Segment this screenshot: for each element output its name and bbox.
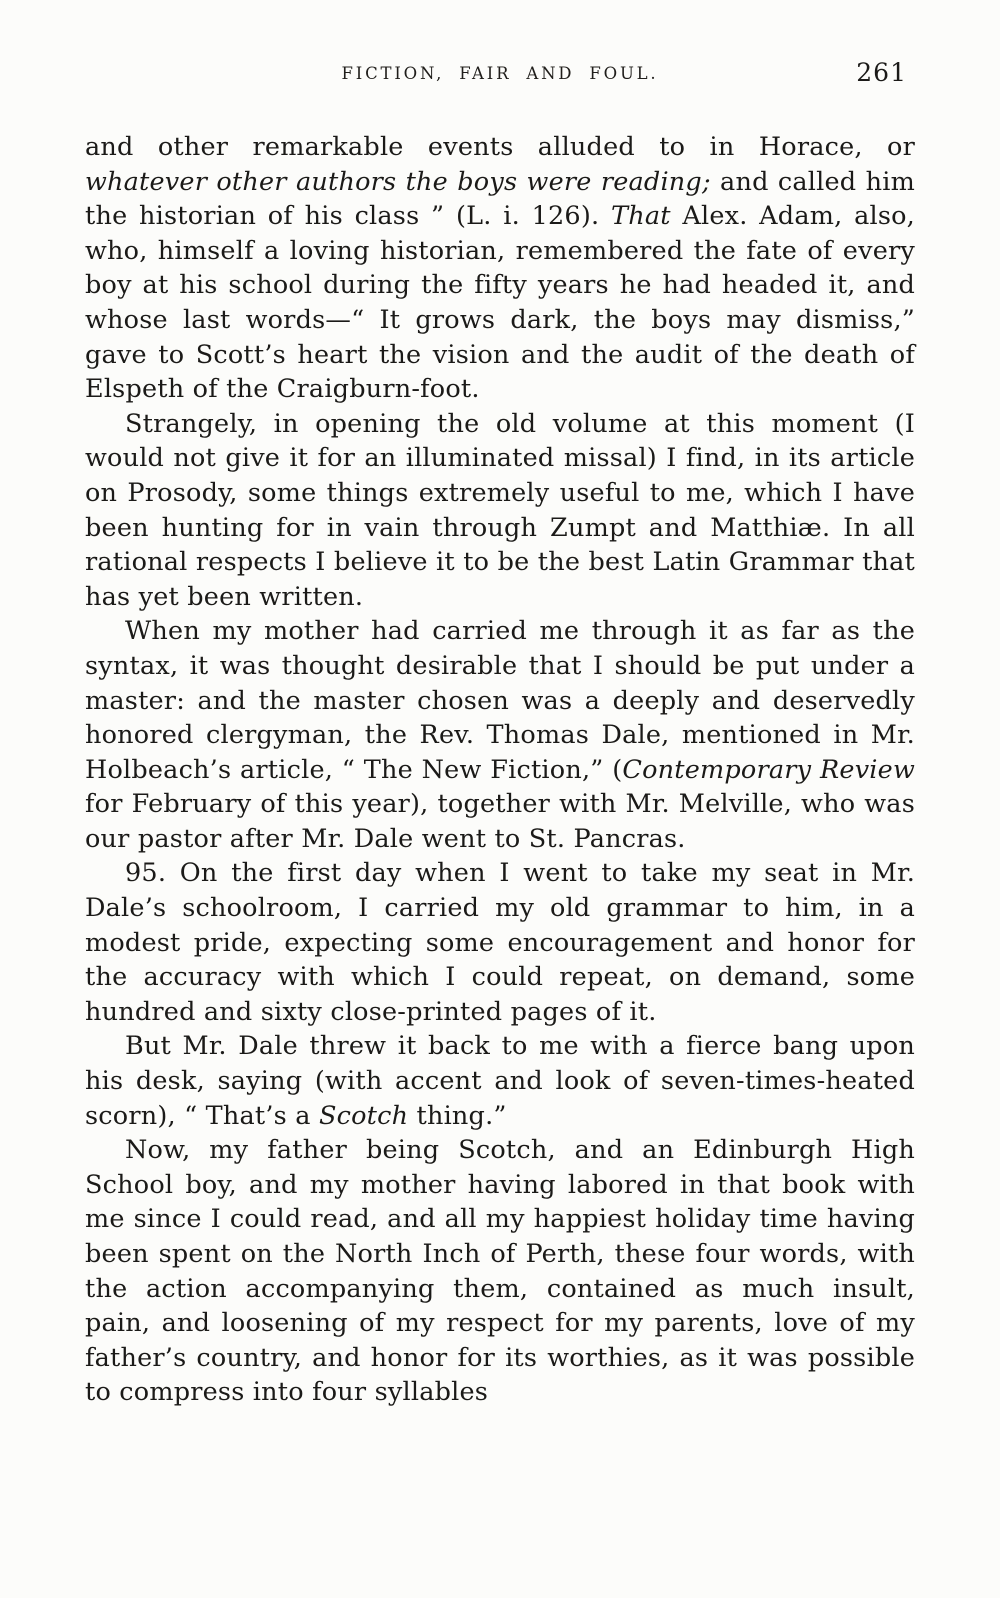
paragraph — [85, 1133, 915, 1410]
text-segment: Strangely, in opening the old volume at this moment (I would not give it for an illuminated missal) I find, in its article on Prosody, some things extremely useful to me, which I have been hunting for in vain through Zumpt and Matthiæ. In all rational respects I believe it to be the best Latin Grammar that has yet been written. — [85, 408, 915, 612]
text-segment: Now, my father being Scotch, and an Edinburgh High School boy, and my mother having labored in that book with me since I could read, and all my happiest holiday time having been spent on the North Inch of Perth, these four words, with the action accompanying them, contained as much insult, pain, and loosening of my respect for my parents, love of my father’s country, and honor for its worthies, as it was possible to compress into four syllables — [85, 1135, 915, 1408]
paragraph — [85, 614, 915, 856]
text-segment: When my mother had carried me through it as far as the syntax, it was thought desirable that I should be put under a master: and the master chosen was a deeply and deservedly honored clergyman, the Rev. Thomas Dale, mentioned in Mr. Holbeach’s article, “ The New Fiction,” ( — [85, 616, 915, 785]
page-body — [85, 130, 915, 1410]
text-segment: Scotch — [318, 1100, 409, 1131]
text-segment: 95. On the first day when I went to take my seat in Mr. Dale’s schoolroom, I carried my old grammar to him, in a modest pride, expecting some encouragement and honor for the accuracy with which I could repeat, on demand, some hundred and sixty close-printed pages of it. — [85, 858, 915, 1027]
text-segment: thing.” — [408, 1100, 507, 1131]
page-number: 261 — [856, 58, 907, 87]
text-segment: whatever other authors the boys were reading; — [85, 166, 711, 197]
paragraph — [85, 130, 915, 407]
text-segment: for February of this year), together with Mr. Melville, who was our pastor after Mr. Dale went to St. Pancras. — [85, 789, 915, 854]
text-segment: and other remarkable events alluded to in Horace, or — [85, 132, 915, 162]
text-segment: That — [610, 201, 671, 232]
running-title: FICTION, FAIR AND FOUL. — [341, 64, 659, 83]
paragraph — [85, 1029, 915, 1133]
page-header — [85, 58, 915, 92]
text-segment: Contemporary Review — [622, 754, 915, 785]
text-segment: But Mr. Dale threw it back to me with a fierce bang upon his desk, saying (with accent and look of seven-times-heated scorn), “ That’s a — [85, 1031, 915, 1131]
text-segment: Alex. Adam, also, who, himself a loving historian, remembered the fate of every boy at his school during the fifty years he had headed it, and whose last words—“ It grows dark, the boys may dismiss,” gave to Scott’s heart the vision and the audit of the death of Elspeth of the Craigburn-foot. — [85, 201, 915, 405]
paragraph — [85, 407, 915, 615]
paragraph — [85, 856, 915, 1029]
text-segment: and called him the historian of his class ” (L. i. 126). — [85, 166, 915, 232]
